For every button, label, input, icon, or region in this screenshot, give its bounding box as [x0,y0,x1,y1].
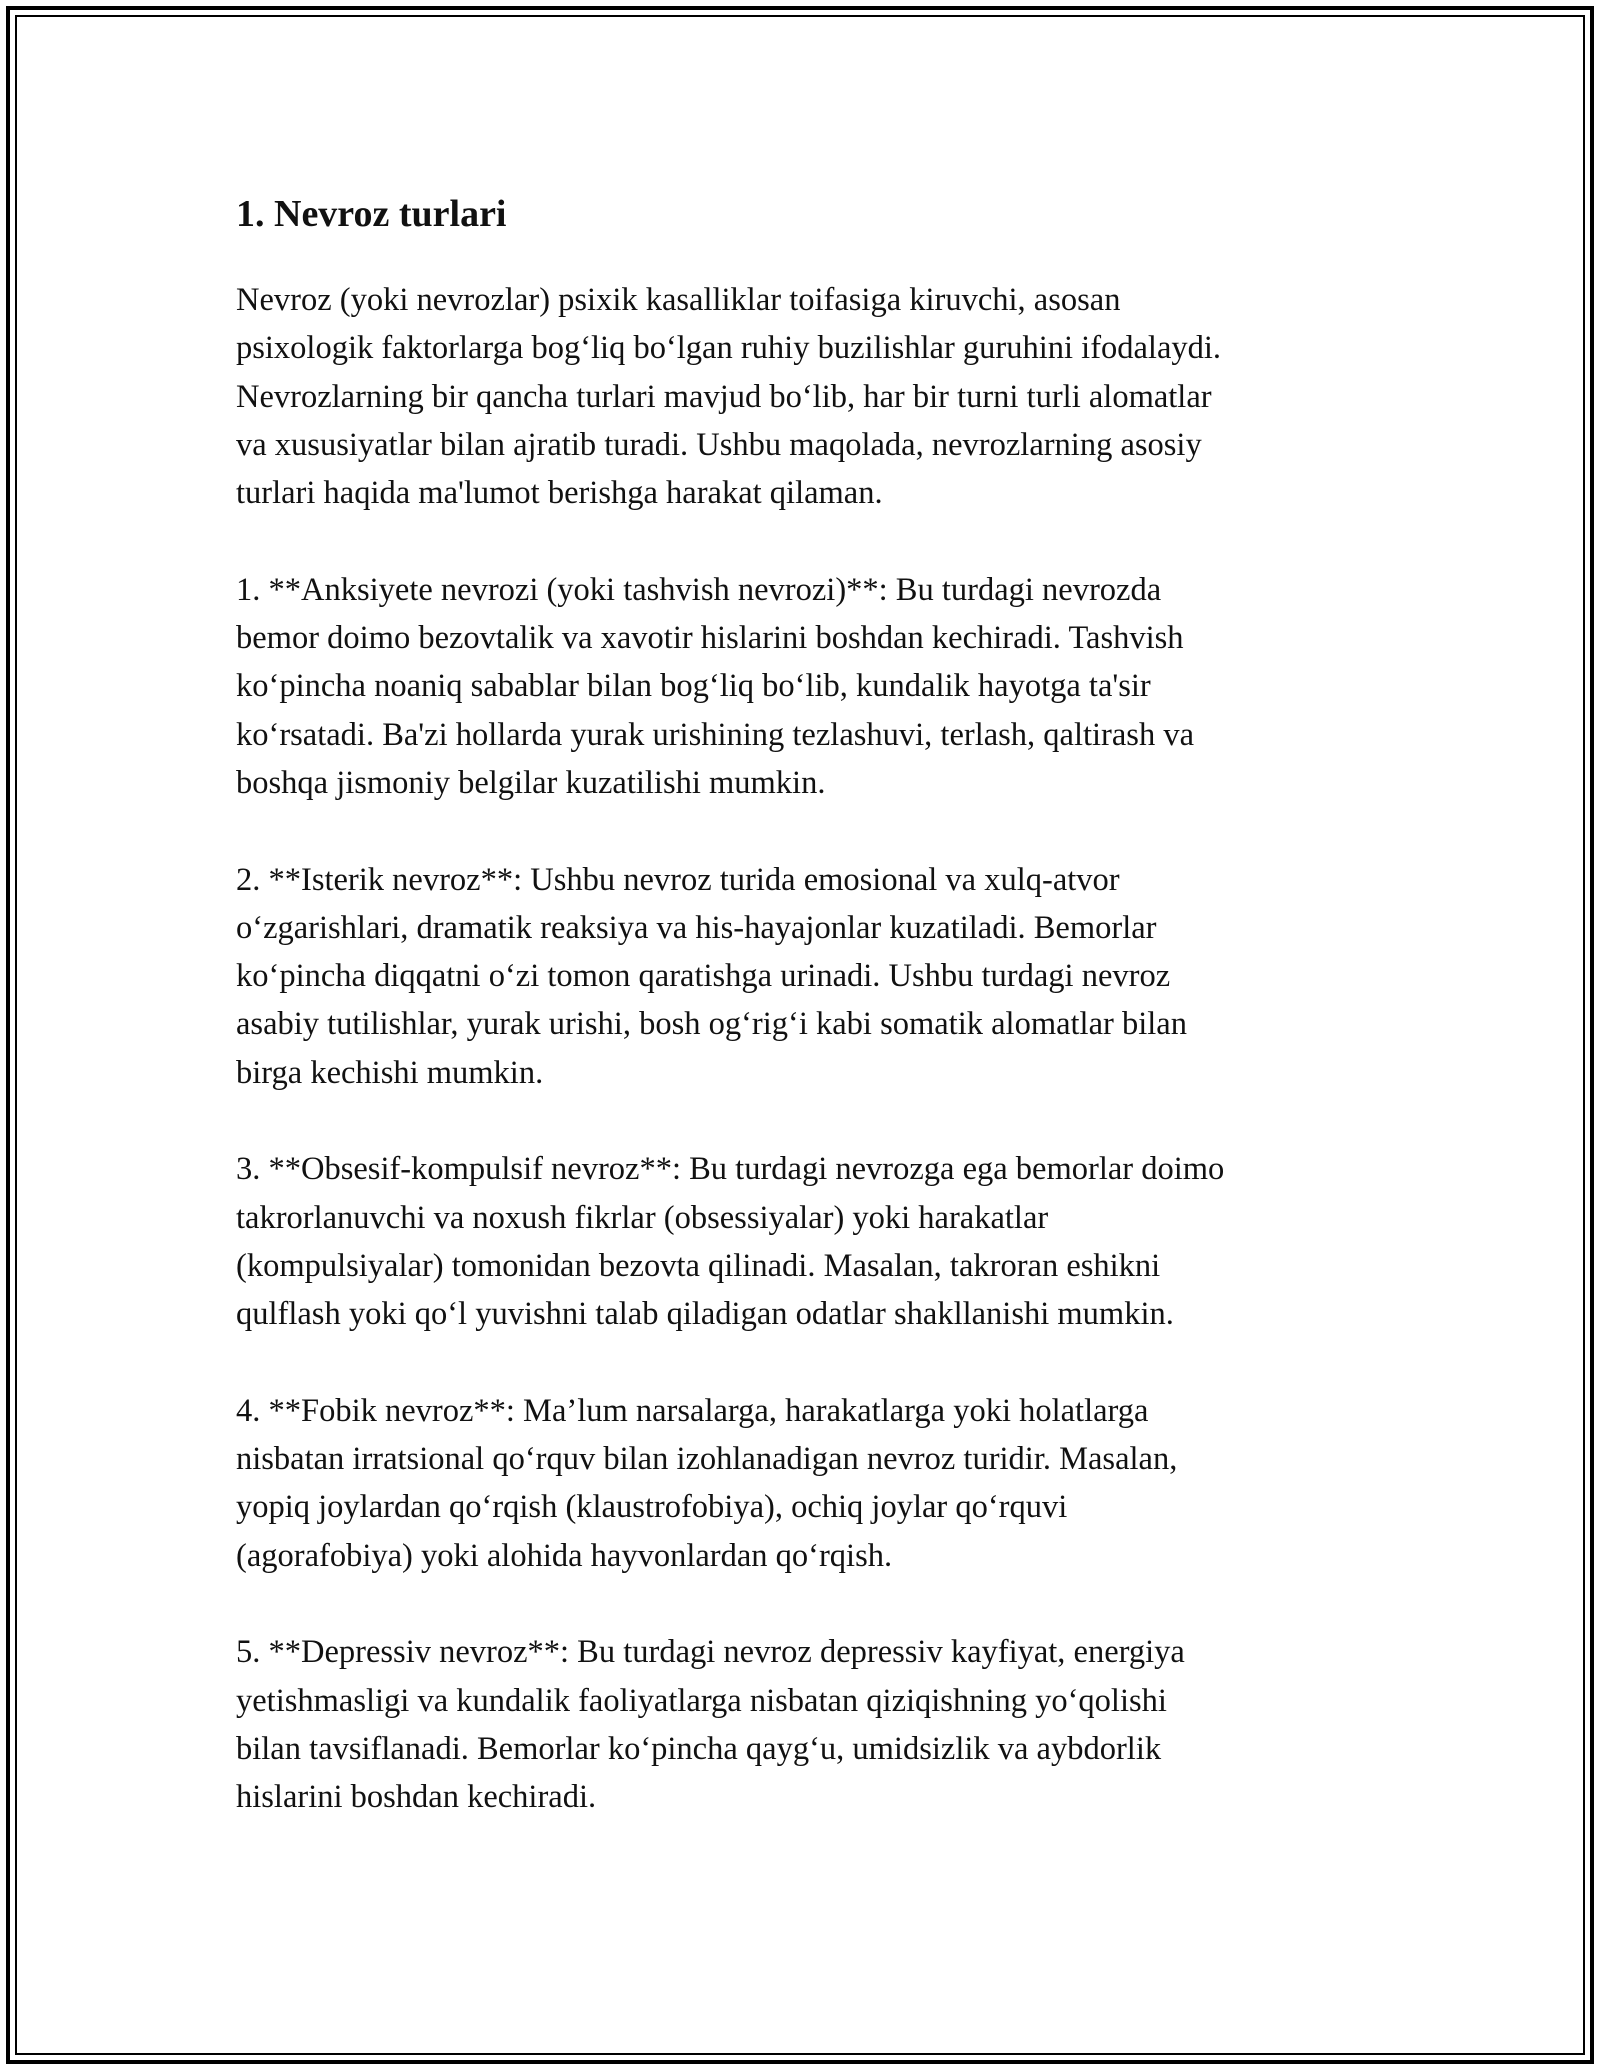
list-item-phobic-neurosis: 4. **Fobik nevroz**: Ma’lum narsalarga, harakatlarga yoki holatlarga nisbatan irratsional qo‘rquv bilan izohlanadigan nevroz turidir. Masalan, yopiq joylardan qo‘rqish (klaustrofobiya), ochiq joylar qo‘rquvi (agorafobiya) yoki alohida hayvonlardan qo‘rqish. [236,1392,1178,1574]
list-item-obsessive-compulsive-neurosis: 3. **Obsesif-kompulsif nevroz**: Bu turdagi nevrozga ega bemorlar doimo takrorlanuvchi va noxush fikrlar (obsessiyalar) yoki harakatlar (kompulsiyalar) tomonidan bezovta qilinadi. Masalan, takroran eshikni qulflash yoki qo‘l yuvishni talab qiladigan odatlar shakllanishi mumkin. [236,1151,1225,1333]
list-item-anxiety-neurosis: 1. **Anksiyete nevrozi (yoki tashvish nevrozi)**: Bu turdagi nevrozda bemor doimo bezovtalik va xavotir hislarini boshdan kechiradi. Tashvish ko‘pincha noaniq sabablar bilan bog‘liq bo‘lib, kundalik hayotga ta'sir ko‘rsatadi. Ba'zi hollarda yurak urishining tezlashuvi, terlash, qaltirash va boshqa jismoniy belgilar kuzatilishi mumkin. [236,571,1195,801]
list-item-hysterical-neurosis: 2. **Isterik nevroz**: Ushbu nevroz turida emosional va xulq-atvor o‘zgarishlari, dramatik reaksiya va his-hayajonlar kuzatiladi. Bemorlar ko‘pincha diqqatni o‘zi tomon qaratishga urinadi. Ushbu turdagi nevroz asabiy tutilishlar, yurak urishi, bosh og‘rig‘i kabi somatik alomatlar bilan birga kechishi mumkin. [236,861,1187,1091]
document-body [236,186,1386,1822]
list-item-depressive-neurosis: 5. **Depressiv nevroz**: Bu turdagi nevroz depressiv kayfiyat, energiya yetishmasligi va kundalik faoliyatlarga nisbatan qiziqishning yo‘qolishi bilan tavsiflanadi. Bemorlar ko‘pincha qayg‘u, umidsizlik va aybdorlik hislarini boshdan kechiradi. [236,1634,1185,1816]
intro-paragraph: Nevroz (yoki nevrozlar) psixik kasalliklar toifasiga kiruvchi, asosan psixologik faktorlarga bog‘liq bo‘lgan ruhiy buzilishlar guruhini ifodalaydi. Nevrozlarning bir qancha turlari mavjud bo‘lib, har bir turni turli alomatlar va xususiyatlar bilan ajratib turadi. Ushbu maqolada, nevrozlarning asosiy turlari haqida ma'lumot berishga harakat qilaman. [236,282,1222,512]
section-heading: 1. Nevroz turlari [236,193,507,235]
